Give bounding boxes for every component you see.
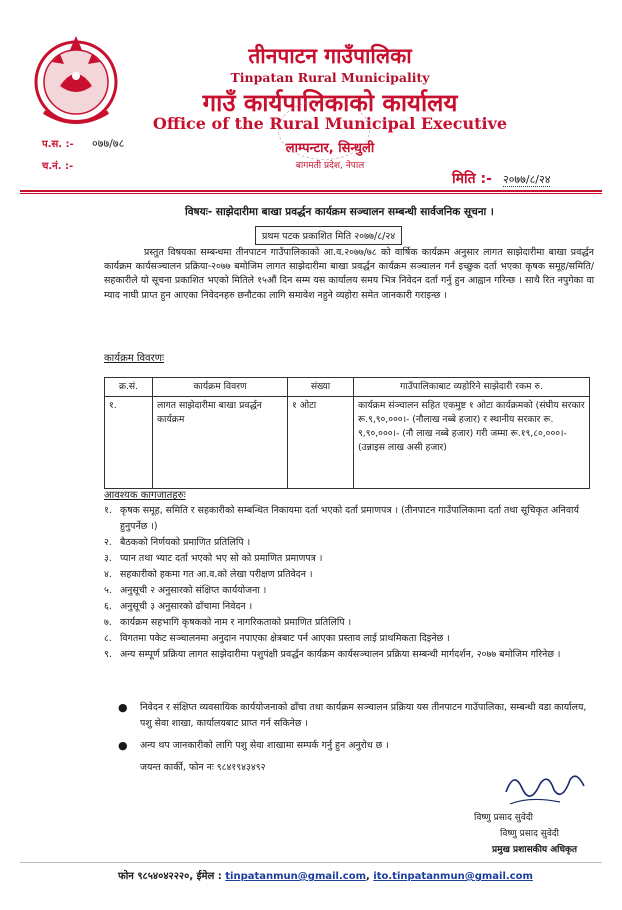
th-count: संख्या [288, 378, 354, 397]
list-item [104, 647, 596, 663]
chalani-label: च.नं. :- [42, 161, 74, 172]
table-header-row [105, 378, 590, 397]
signatory-name-stamp: विष्णु प्रसाद सुवेदी [500, 829, 559, 839]
doc-text: विगतमा पकेट सञ्चालनमा अनुदान नपाएका क्षेत्रबाट पर्न आएका प्रस्ताव लाई प्राथमिकता दिइनेछ । [120, 633, 450, 644]
cell-serial: १. [105, 397, 153, 489]
footer-divider [20, 862, 602, 863]
documents-section-title: आवश्यक कागजातहरुः [104, 490, 186, 501]
doc-num: ३. [104, 553, 112, 564]
footer-phone: फोन ९८५४०४२२२०, ईमेल : [118, 871, 222, 882]
email-link-primary[interactable]: tinpatanmun@gmail.com [225, 871, 366, 882]
doc-num: १. [104, 505, 112, 516]
doc-text: कृषक समूह, समिति र सहकारीको सम्बन्धित निकायमा दर्ता भएको दर्ता प्रमाणपत्र । (तीनपाटन गाउँपालिकामा दर्ता तथा सूचिकृत अनिवार्य हुनुपर्नेछ ।) [120, 505, 579, 532]
list-item [104, 551, 596, 567]
doc-text: बैठकको निर्णयको प्रमाणित प्रतिलिपि । [120, 537, 251, 548]
doc-text: अन्य सम्पूर्ण प्रक्रिया लागत साझेदारीमा पशुपंक्षी प्रवर्द्धन कार्यक्रम कार्यसञ्चालन प्रक्रिया सम्बन्धी मार्गदर्शन, २०७७ बमोजिम गरिनेछ । [120, 649, 561, 660]
doc-num: ८. [104, 633, 112, 644]
list-item [104, 631, 596, 647]
list-item [104, 503, 596, 535]
nepal-emblem-icon [30, 28, 122, 132]
list-item [104, 535, 596, 551]
documents-list [104, 503, 596, 663]
header-divider-thin [20, 193, 602, 194]
signatory-name-handwritten: विष्णु प्रसाद सुवेदी [474, 813, 533, 823]
footer-contact [118, 868, 533, 882]
list-item [104, 567, 596, 583]
bullet-text: निवेदन र संक्षिप्त व्यवसायिक कार्ययोजनाको ढाँचा तथा कार्यक्रम सञ्चालन प्रक्रिया यस तीनपाटन गाउँपालिका, सम्बन्धी वडा कार्यालय, पशु सेवा शाखा, कार्यालयबाट प्राप्त गर्न सकिनेछ । [140, 702, 587, 729]
list-item [104, 583, 596, 599]
th-description: कार्यक्रम विवरण [153, 378, 288, 397]
patra-sankhya [42, 136, 125, 150]
header-office-en: Office of the Rural Municipal Executive [152, 114, 508, 133]
date-field [452, 168, 550, 188]
notice-subject: विषयः- साझेदारीमा बाखा प्रवर्द्धन कार्यक्रम सञ्चालन सम्बन्धी सार्वजनिक सूचना । [185, 206, 494, 218]
notice-body-text: प्रस्तुत विषयका सम्बन्धमा तीनपाटन गाउँपालिकाको आ.व.२०७७/७८ को वार्षिक कार्यक्रम अनुसार लागत साझेदारीमा बाखा प्रवर्द्धन कार्यक्रम कार्यसञ्चालन प्रक्रिया-२०७७ बमोजिम लागत साझेदारीमा बाखा प्रवर्द्धन कार्यक्रम सञ्चालन गर्न इच्छुक दर्ता भएका कृषक समूह/समिति/सहकारीले यो सूचना प्रकाशित भएको मितिले १५औं दिन सम्म यस कार्यालय समय भित्र निवेदन दर्ता गर्नु हुन आह्वान गरिन्छ । साथै रित नपुगेका वा म्याद नाघी प्राप्त हुन आएका निवेदनहरु छनौटका लागि समावेश नहुने व्यहोरा समेत जानकारी गराइन्छ । [104, 247, 594, 301]
doc-text: अनुसूची ३ अनुसारको ढाँचामा निवेदन । [120, 601, 253, 612]
header-province: बागमती प्रदेश, नेपाल [295, 161, 365, 171]
chalani-number [42, 158, 77, 172]
footer-separator: , [366, 871, 370, 882]
doc-num: ९. [104, 649, 112, 660]
date-label: मिति :- [452, 171, 492, 187]
patra-sankhya-label: प.स. :- [42, 139, 74, 150]
doc-text: प्यान तथा भ्याट दर्ता भएको भए सो को प्रमाणित प्रमाणपत्र । [120, 553, 323, 564]
doc-num: ६. [104, 601, 112, 612]
bullet-text: अन्य थप जानकारीको लागि पशु सेवा शाखामा सम्पर्क गर्नु हुन अनुरोध छ । [140, 740, 389, 751]
list-item [104, 599, 596, 615]
th-amount: गाउँपालिकाबाट व्यहोरिने साझेदारी रकम रु. [354, 378, 590, 397]
header-office-np: गाउँ कार्यपालिकाको कार्यालय [202, 89, 458, 117]
bullet-icon: ● [118, 701, 128, 714]
doc-num: ४. [104, 569, 112, 580]
list-item [118, 700, 598, 732]
signatory-title: प्रमुख प्रशासकीय अधिकृत [492, 845, 578, 855]
header-location: लाम्पन्टार, सिन्धुली [285, 141, 375, 156]
program-section-title: कार्यक्रम विवरणः [104, 353, 164, 364]
program-table [104, 377, 590, 489]
doc-text: कार्यक्रम सहभागि कृषकको नाम र नागरिकताको प्रमाणित प्रतिलिपि । [120, 617, 352, 628]
list-item [104, 615, 596, 631]
header-title-en: Tinpatan Rural Municipality [230, 70, 430, 85]
header-title-np: तीनपाटन गाउँपालिका [248, 44, 412, 68]
patra-sankhya-value: ०७७/७८ [92, 137, 125, 150]
list-item [118, 738, 598, 754]
cell-description: लागत साझेदारीमा बाखा प्रवर्द्धन कार्यक्रम [153, 397, 288, 489]
cell-amount: कार्यक्रम संञ्चालन सहित एकमुष्ट १ ओटा कार्यक्रमको (संघीय सरकार रू.९,९०,०००।- (नौलाख नब्बे हजार) र स्थानीय सरकार रू. ९,९०,०००।- (नौ लाख नब्बे हजार) गरी जम्मा रू.१९,८०,०००।- (उन्नाइस लाख असी हजार) [354, 397, 590, 489]
doc-text: अनुसूची २ अनुसारको संक्षिप्त कार्ययोजना । [120, 585, 267, 596]
date-value: २०७७/८/२४ [502, 173, 551, 186]
cell-count: १ ओटा [288, 397, 354, 489]
office-stamp [278, 100, 370, 160]
doc-num: २. [104, 537, 112, 548]
notice-body [104, 246, 594, 303]
contact-text: जयन्त कार्की, फोन नः ९८४१९४३४९२ [140, 762, 266, 773]
th-serial: क्र.सं. [105, 378, 153, 397]
table-row [105, 397, 590, 489]
doc-text: सहकारीको हकमा गत आ.व.को लेखा परीक्षण प्रतिवेदन । [120, 569, 313, 580]
email-link-secondary[interactable]: ito.tinpatanmun@gmail.com [373, 871, 533, 882]
header-divider [20, 190, 602, 192]
bullet-icon: ● [118, 739, 128, 752]
doc-num: ७. [104, 617, 112, 628]
doc-num: ५. [104, 585, 112, 596]
published-date-box: प्रथम पटक प्रकाशित मिति २०७७/८/२४ [255, 226, 402, 245]
